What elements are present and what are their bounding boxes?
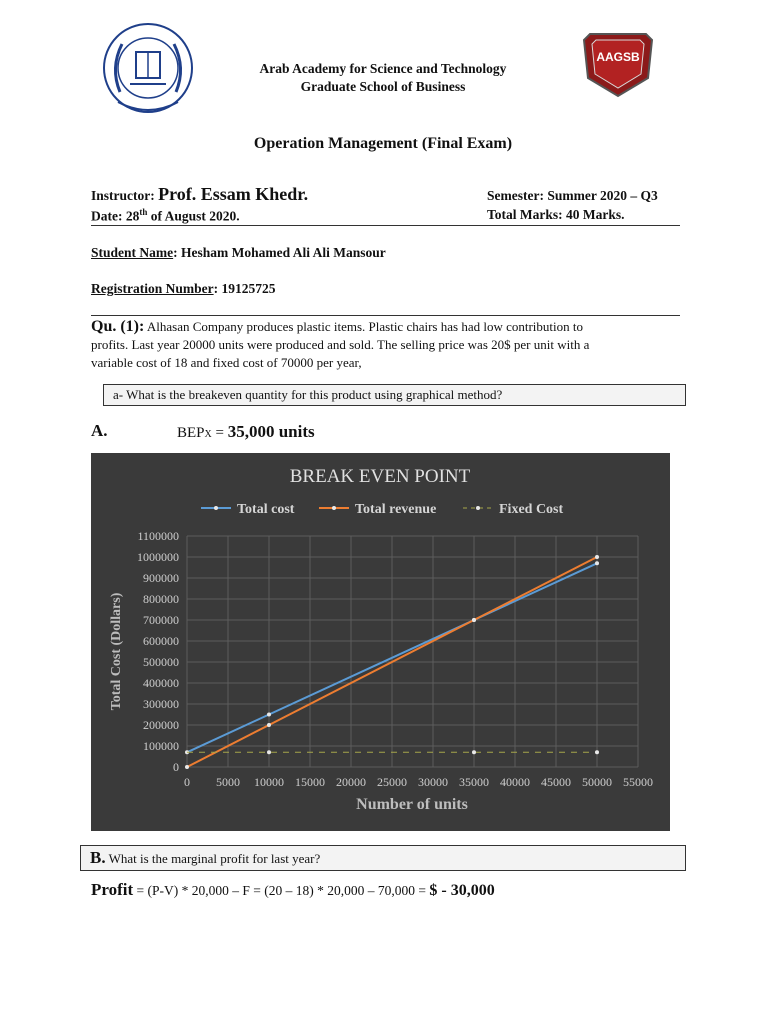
header-divider (91, 225, 680, 226)
question-text-line2: profits. Last year 20000 units were produced and sold. The selling price was 20$ per unit with a (91, 337, 590, 352)
chart-canvas (91, 453, 670, 831)
series-point-1 (595, 555, 599, 559)
bep-subscript: X (204, 429, 212, 440)
y-tick-label: 700000 (143, 613, 179, 627)
y-axis-label: Total Cost (Dollars) (109, 592, 124, 711)
legend-label: Fixed Cost (499, 502, 564, 517)
aagsb-shield-logo (582, 30, 654, 98)
question-1 (91, 318, 680, 372)
profit-label: Profit (91, 880, 134, 899)
y-tick-label: 500000 (143, 655, 179, 669)
instructor-line (91, 184, 308, 205)
registration-line (91, 281, 275, 297)
x-axis-label: Number of units (356, 796, 468, 813)
part-b-label: B. (90, 848, 106, 867)
part-a-question-box (103, 384, 686, 406)
semester: Semester: Summer 2020 – Q3 (487, 188, 658, 203)
part-a-question: a- What is the breakeven quantity for this product using graphical method? (113, 387, 503, 402)
profit-answer (91, 880, 495, 900)
profit-value: $ - 30,000 (429, 882, 495, 899)
student-name-line (91, 245, 386, 261)
bep-value: 35,000 units (227, 422, 315, 441)
legend-marker (332, 506, 336, 510)
academy-seal-logo (100, 22, 196, 118)
student-divider (91, 315, 680, 316)
x-tick-label: 25000 (377, 775, 407, 789)
x-tick-label: 0 (184, 775, 190, 789)
x-tick-label: 40000 (500, 775, 530, 789)
series-point-2 (267, 750, 271, 754)
institution-name: Arab Academy for Science and Technology (259, 61, 507, 76)
series-point-1 (185, 765, 189, 769)
y-tick-label: 800000 (143, 592, 179, 606)
exam-title: Operation Management (Final Exam) (253, 135, 513, 152)
x-tick-label: 15000 (295, 775, 325, 789)
y-tick-label: 600000 (143, 634, 179, 648)
x-tick-label: 45000 (541, 775, 571, 789)
question-text-line3: variable cost of 18 and fixed cost of 70000 per year, (91, 355, 362, 370)
series-point-1 (472, 618, 476, 622)
series-point-2 (595, 750, 599, 754)
y-tick-label: 100000 (143, 739, 179, 753)
exam-date (91, 207, 240, 225)
legend-marker (214, 506, 218, 510)
series-point-0 (595, 561, 599, 565)
series-point-0 (267, 713, 271, 717)
registration-label: Registration Number (91, 281, 214, 296)
y-tick-label: 1100000 (137, 529, 179, 543)
registration-value: : 19125725 (213, 281, 276, 296)
y-tick-label: 400000 (143, 676, 179, 690)
bep-equals: = (211, 425, 228, 441)
x-tick-label: 35000 (459, 775, 489, 789)
question-text-line1: Alhasan Company produces plastic items. Plastic chairs has had low contribution to (144, 319, 584, 334)
answer-a-label: A. (91, 421, 108, 440)
y-tick-label: 300000 (143, 697, 179, 711)
instructor-name: Prof. Essam Khedr. (158, 184, 309, 204)
date-label: Date: 28 (91, 208, 140, 224)
bep-answer (177, 422, 315, 442)
x-tick-label: 55000 (623, 775, 653, 789)
x-tick-label: 30000 (418, 775, 448, 789)
student-name-value: : Hesham Mohamed Ali Ali Mansour (173, 245, 386, 260)
series-point-2 (472, 750, 476, 754)
part-b-question-box (80, 845, 686, 871)
x-tick-label: 5000 (216, 775, 240, 789)
instructor-label: Instructor: (91, 188, 155, 203)
y-tick-label: 200000 (143, 718, 179, 732)
y-tick-label: 0 (173, 760, 179, 774)
x-tick-label: 50000 (582, 775, 612, 789)
x-tick-label: 10000 (254, 775, 284, 789)
y-tick-label: 900000 (143, 571, 179, 585)
part-b-question-line (90, 848, 320, 868)
x-tick-label: 20000 (336, 775, 366, 789)
date-rest: of August 2020. (147, 208, 240, 224)
total-marks: Total Marks: 40 Marks. (487, 207, 625, 222)
legend-label: Total revenue (355, 502, 437, 517)
bep-prefix: BEP (177, 425, 205, 441)
series-point-1 (267, 723, 271, 727)
student-name-label: Student Name (91, 245, 174, 260)
y-tick-label: 1000000 (137, 550, 179, 564)
legend-label: Total cost (237, 502, 295, 517)
break-even-chart (91, 453, 670, 831)
chart-title: BREAK EVEN POINT (289, 466, 471, 487)
question-label: Qu. (1): (91, 318, 145, 335)
profit-formula: = (P-V) * 20,000 – F = (20 – 18) * 20,000 – 70,000 = (133, 883, 430, 898)
legend-marker (476, 506, 480, 510)
date-suffix: th (139, 207, 148, 217)
school-name: Graduate School of Business (300, 79, 466, 94)
aagsb-logo-text: AAGSB (596, 50, 640, 64)
part-b-question: What is the marginal profit for last year? (105, 851, 321, 866)
